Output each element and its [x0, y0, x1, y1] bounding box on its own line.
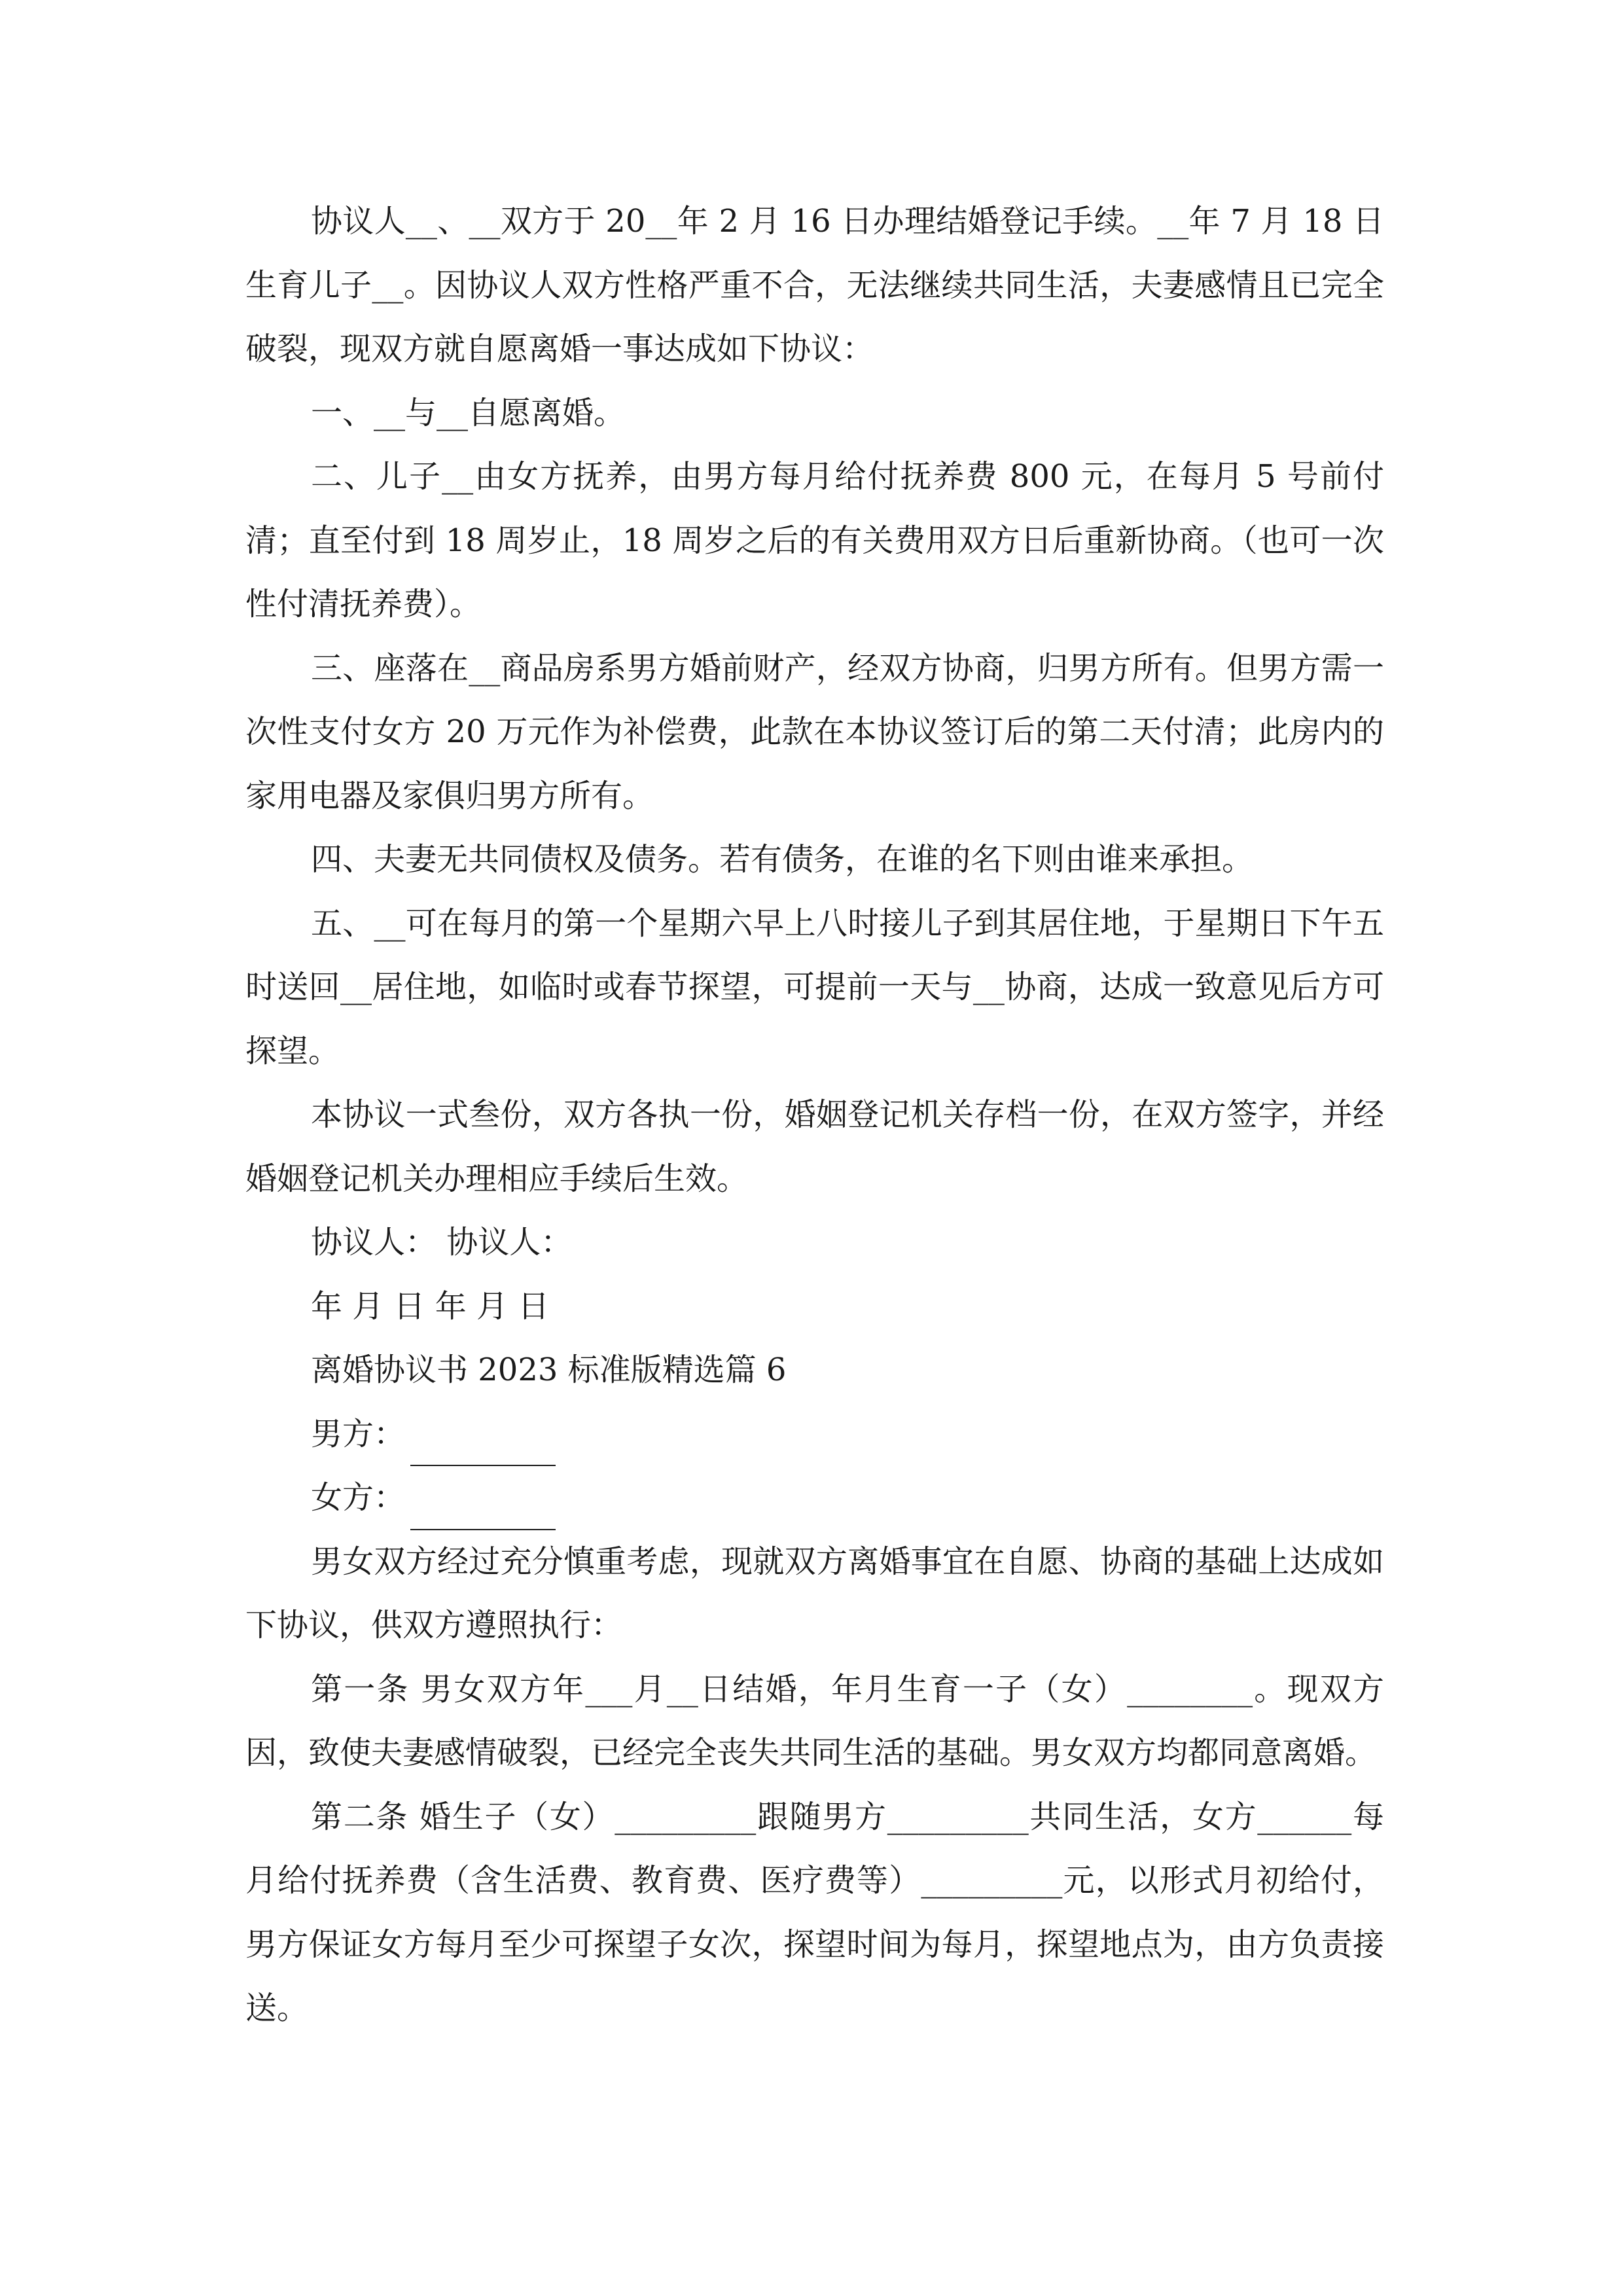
wife-label: 女方： [311, 1479, 406, 1516]
wife-blank [410, 1492, 556, 1530]
paragraph-article-2: 第二条 婚生子（女）_________跟随男方_________共同生活，女方______每月给付抚养费（含生活费、教育费、医疗费等）_________元，以形式月初给付，男方保证女方每月至少可探望子女次，探望时间为每月，探望地点为，由方负责接送。 [245, 1798, 1384, 2026]
paragraph-clause-3: 三、座落在__商品房系男方婚前财产，经双方协商，归男方所有。但男方需一次性支付女方 20 万元作为补偿费，此款在本协议签订后的第二天付清；此房内的家用电器及家俱归男方所有。 [245, 649, 1384, 814]
paragraph-clause-2: 二、儿子__由女方抚养，由男方每月给付抚养费 800 元，在每月 5 号前付清；直至付到 18 周岁止，18 周岁之后的有关费用双方日后重新协商。（也可一次性付清抚养费）。 [245, 458, 1384, 622]
paragraph-clause-5: 五、__可在每月的第一个星期六早上八时接儿子到其居住地，于星期日下午五时送回__居住地，如临时或春节探望，可提前一天与__协商，达成一致意见后方可探望。 [245, 905, 1384, 1069]
signature-labels: 协议人： 协议人： [311, 1224, 573, 1261]
section-heading: 离婚协议书 2023 标准版精选篇 6 [311, 1352, 787, 1388]
paragraph-clause-4: 四、夫妻无共同债权及债务。若有债务，在谁的名下则由谁来承担。 [311, 841, 1254, 878]
paragraph-intro: 男女双方经过充分慎重考虑，现就双方离婚事宜在自愿、协商的基础上达成如下协议，供双方遵照执行： [245, 1543, 1384, 1643]
signature-dates: 年 月 日 年 月 日 [311, 1287, 550, 1325]
paragraph-clause-1: 一、__与__自愿离婚。 [311, 394, 626, 431]
husband-line [245, 1403, 1384, 1467]
wife-line [245, 1466, 1384, 1530]
document-page [245, 190, 1384, 2041]
husband-label: 男方： [311, 1415, 406, 1452]
paragraph-article-1: 第一条 男女双方年___月__日结婚，年月生育一子（女）________。现双方因，致使夫妻感情破裂，已经完全丧失共同生活的基础。男女双方均都同意离婚。 [245, 1670, 1384, 1771]
husband-blank [410, 1428, 556, 1466]
paragraph-copies: 本协议一式叁份，双方各执一份，婚姻登记机关存档一份，在双方签字，并经婚姻登记机关办理相应手续后生效。 [245, 1096, 1384, 1197]
paragraph-preamble: 协议人__、__双方于 20__年 2 月 16 日办理结婚登记手续。__年 7 月 18 日生育儿子__。因协议人双方性格严重不合，无法继续共同生活，夫妻感情且已完全破裂，现双方就自愿离婚一事达成如下协议： [245, 203, 1384, 367]
